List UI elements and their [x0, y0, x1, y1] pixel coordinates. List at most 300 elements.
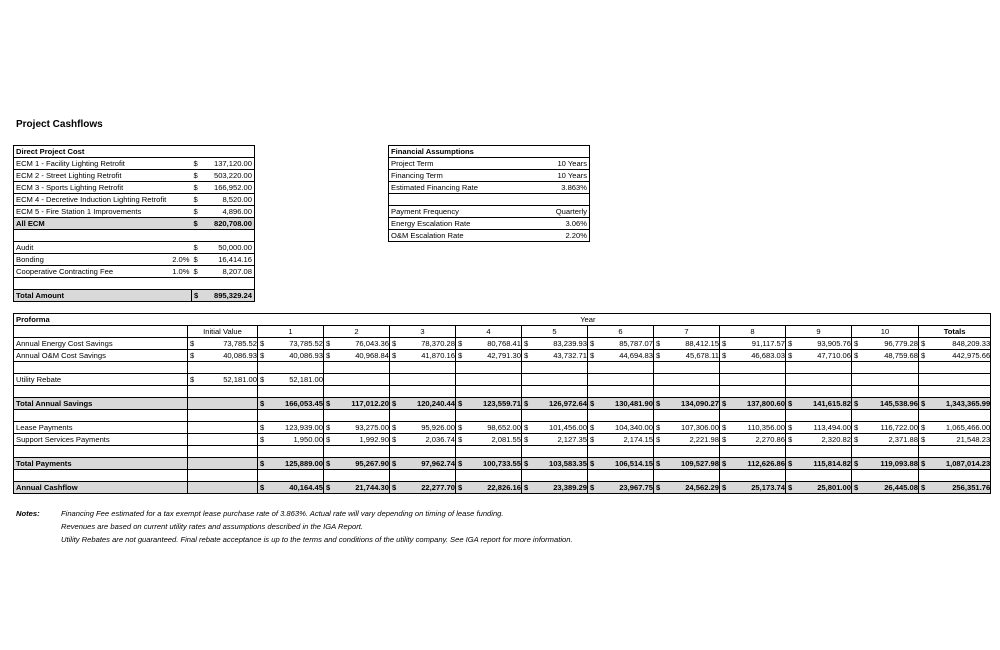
dollar-sign: $: [258, 422, 267, 434]
cell-value: 137,800.60: [729, 398, 786, 410]
dollar-sign: $: [188, 374, 197, 386]
dollar-sign: $: [919, 398, 928, 410]
cell-value: 78,370.28: [399, 338, 456, 350]
cell-value: 2,127.35: [531, 434, 588, 446]
cell-value: 119,093.88: [861, 458, 919, 470]
dollar-sign: $: [192, 254, 204, 266]
spacer-cell: [390, 410, 456, 422]
extra-pct: 2.0%: [170, 254, 192, 266]
empty-cell: [188, 434, 258, 446]
spacer-cell: [258, 362, 324, 374]
dollar-sign: $: [188, 338, 197, 350]
cost-value: 137,120.00: [204, 158, 255, 170]
dollar-sign: $: [720, 398, 729, 410]
proforma-row: [14, 482, 991, 494]
dollar-sign: $: [720, 482, 729, 494]
extra-label: Cooperative Contracting Fee: [14, 266, 170, 278]
dollar-sign: $: [919, 422, 928, 434]
all-ecm-label: All ECM: [14, 218, 170, 230]
cell-value: 116,722.00: [861, 422, 919, 434]
extra-cost-row: [14, 254, 255, 266]
proforma-row: [14, 422, 991, 434]
proforma-title-row: [14, 314, 991, 326]
dollar-sign: $: [324, 482, 333, 494]
empty-cell: [324, 374, 390, 386]
dollar-sign: $: [192, 266, 204, 278]
assumption-value: 10 Years: [530, 158, 590, 170]
spacer-cell: [456, 386, 522, 398]
dollar-sign: $: [324, 458, 333, 470]
cell-value: 125,889.00: [267, 458, 324, 470]
spacer-cell: [258, 386, 324, 398]
dollar-sign: $: [786, 338, 795, 350]
spacer-cell: [852, 362, 919, 374]
dollar-sign: $: [588, 398, 597, 410]
cell-value: 1,087,014.23: [928, 458, 991, 470]
extra-label: Audit: [14, 242, 170, 254]
dollar-sign: $: [720, 434, 729, 446]
dollar-sign: $: [456, 398, 465, 410]
dollar-sign: $: [786, 398, 795, 410]
cell-value: 103,583.35: [531, 458, 588, 470]
dollar-sign: $: [192, 182, 204, 194]
spacer-cell: [188, 410, 258, 422]
cell-value: 83,239.93: [531, 338, 588, 350]
spacer-cell: [852, 410, 919, 422]
header-blank: [14, 326, 188, 338]
cell-value: 22,826.16: [465, 482, 522, 494]
all-ecm-value: 820,708.00: [204, 218, 255, 230]
spacer-cell: [919, 362, 991, 374]
spacer-cell: [720, 362, 786, 374]
spacer-cell: [919, 446, 991, 458]
cost-label: ECM 1 - Facility Lighting Retrofit: [14, 158, 170, 170]
spacer-cell: [720, 410, 786, 422]
cell-value: 126,972.64: [531, 398, 588, 410]
dollar-sign: $: [588, 458, 597, 470]
spacer-cell: [522, 470, 588, 482]
spacer-cell: [919, 386, 991, 398]
empty-cell: [188, 482, 258, 494]
direct-cost-row: [14, 206, 255, 218]
proforma-row: [14, 398, 991, 410]
row-label: Lease Payments: [14, 422, 188, 434]
spacer-cell: [324, 386, 390, 398]
cell-value: 113,494.00: [795, 422, 852, 434]
empty-cell: [720, 374, 786, 386]
cost-label: ECM 4 - Decretive Induction Lighting Retrofit: [14, 194, 170, 206]
spacer-cell: [720, 470, 786, 482]
column-header: 4: [456, 326, 522, 338]
cell-value: 2,174.15: [597, 434, 654, 446]
cell-value: 43,732.71: [531, 350, 588, 362]
dollar-sign: $: [324, 434, 333, 446]
cell-value: 1,343,365.99: [928, 398, 991, 410]
cell-value: 93,275.00: [333, 422, 390, 434]
assumption-label: Payment Frequency: [389, 206, 530, 218]
dollar-sign: $: [390, 422, 399, 434]
dollar-sign: $: [188, 350, 197, 362]
column-header: 5: [522, 326, 588, 338]
cell-value: 80,768.41: [465, 338, 522, 350]
extra-pct: [170, 242, 192, 254]
spacer-row: [14, 410, 991, 422]
proforma-row: [14, 458, 991, 470]
dollar-sign: $: [192, 158, 204, 170]
extra-value: 50,000.00: [204, 242, 255, 254]
spacer-row: [14, 470, 991, 482]
all-ecm-row: [14, 218, 255, 230]
empty-cell: [456, 374, 522, 386]
cell-value: 40,086.93: [267, 350, 324, 362]
dollar-sign: $: [192, 206, 204, 218]
spacer-cell: [14, 386, 188, 398]
assumptions-header-row: [389, 146, 590, 158]
dollar-sign: $: [456, 338, 465, 350]
direct-cost-header-row: [14, 146, 255, 158]
assumption-row: [389, 206, 590, 218]
dollar-sign: $: [390, 350, 399, 362]
cell-value: 2,036.74: [399, 434, 456, 446]
cost-value: 166,952.00: [204, 182, 255, 194]
spacer-row: [389, 194, 590, 206]
row-label: Total Payments: [14, 458, 188, 470]
cell-value: 44,694.83: [597, 350, 654, 362]
dollar-sign: $: [654, 482, 663, 494]
spacer-cell: [852, 470, 919, 482]
dollar-sign: $: [852, 350, 861, 362]
total-amount-value: 895,329.24: [204, 290, 255, 302]
column-header: 6: [588, 326, 654, 338]
dollar-sign: $: [786, 482, 795, 494]
dollar-sign: $: [720, 422, 729, 434]
row-label: Annual Energy Cost Savings: [14, 338, 188, 350]
empty-cell: [654, 374, 720, 386]
row-label: Total Annual Savings: [14, 398, 188, 410]
row-label: Utility Rebate: [14, 374, 188, 386]
extra-label: Bonding: [14, 254, 170, 266]
cost-label: ECM 2 - Street Lighting Retrofit: [14, 170, 170, 182]
empty-cell: [188, 458, 258, 470]
cell-value: 848,209.33: [928, 338, 991, 350]
cost-label: ECM 3 - Sports Lighting Retrofit: [14, 182, 170, 194]
dollar-sign: $: [324, 350, 333, 362]
assumption-value: 3.863%: [530, 182, 590, 194]
empty-cell: [588, 374, 654, 386]
spacer-cell: [522, 386, 588, 398]
cell-value: 47,710.06: [795, 350, 852, 362]
cell-value: 91,117.57: [729, 338, 786, 350]
column-header: 7: [654, 326, 720, 338]
spacer-cell: [786, 362, 852, 374]
spacer-cell: [654, 362, 720, 374]
cell-value: 98,652.00: [465, 422, 522, 434]
row-label: Annual Cashflow: [14, 482, 188, 494]
cell-value: 41,870.16: [399, 350, 456, 362]
empty-cell: [188, 422, 258, 434]
spacer-cell: [588, 362, 654, 374]
dollar-sign: $: [390, 398, 399, 410]
dollar-sign: $: [390, 458, 399, 470]
dollar-sign: $: [852, 422, 861, 434]
cell-value: 40,968.84: [333, 350, 390, 362]
dollar-sign: $: [522, 398, 531, 410]
cell-value: 23,967.75: [597, 482, 654, 494]
cell-value: 2,371.88: [861, 434, 919, 446]
assumption-row: [389, 218, 590, 230]
column-header: Initial Value: [188, 326, 258, 338]
spacer-cell: [258, 410, 324, 422]
proforma-row: [14, 374, 991, 386]
spacer-cell: [324, 410, 390, 422]
cell-value: 442,975.66: [928, 350, 991, 362]
spacer-cell: [852, 446, 919, 458]
spacer-cell: [919, 470, 991, 482]
spacer-cell: [654, 386, 720, 398]
spacer-cell: [188, 470, 258, 482]
cell-value: 2,221.98: [663, 434, 720, 446]
dollar-sign: $: [192, 242, 204, 254]
dollar-sign: $: [258, 398, 267, 410]
spacer-cell: [188, 386, 258, 398]
cell-value: 117,012.20: [333, 398, 390, 410]
dollar-sign: $: [522, 422, 531, 434]
financial-assumptions-table: [388, 145, 590, 242]
assumption-label: Financing Term: [389, 170, 530, 182]
cell-value: 145,538.96: [861, 398, 919, 410]
dollar-sign: $: [324, 422, 333, 434]
dollar-sign: $: [654, 398, 663, 410]
spacer-cell: [522, 362, 588, 374]
dollar-sign: $: [852, 338, 861, 350]
direct-cost-table: [13, 145, 255, 302]
dollar-sign: $: [852, 458, 861, 470]
cost-value: 503,220.00: [204, 170, 255, 182]
dollar-sign: $: [258, 458, 267, 470]
spacer-cell: [852, 386, 919, 398]
cell-value: 42,791.30: [465, 350, 522, 362]
assumption-row: [389, 230, 590, 242]
cell-value: 45,678.11: [663, 350, 720, 362]
spacer-cell: [522, 410, 588, 422]
assumption-value: 2.20%: [565, 231, 587, 240]
spacer-cell: [324, 470, 390, 482]
extra-pct: 1.0%: [170, 266, 192, 278]
cell-value: 52,181.00: [267, 374, 324, 386]
cell-value: 40,164.45: [267, 482, 324, 494]
dollar-sign: $: [258, 350, 267, 362]
dollar-sign: $: [324, 338, 333, 350]
spacer-cell: [324, 362, 390, 374]
spacer-cell: [919, 410, 991, 422]
assumption-label: O&M Escalation Rate: [391, 231, 464, 240]
dollar-sign: $: [654, 422, 663, 434]
dollar-sign: $: [522, 482, 531, 494]
dollar-sign: $: [522, 350, 531, 362]
cell-value: 1,992.90: [333, 434, 390, 446]
dollar-sign: $: [456, 434, 465, 446]
spacer-cell: [390, 446, 456, 458]
spacer-cell: [456, 470, 522, 482]
spacer-cell: [258, 470, 324, 482]
spacer-cell: [588, 410, 654, 422]
dollar-sign: $: [919, 458, 928, 470]
dollar-sign: $: [919, 434, 928, 446]
cell-value: 96,779.28: [861, 338, 919, 350]
spacer-cell: [14, 446, 188, 458]
assumption-value: 10 Years: [530, 170, 590, 182]
cell-value: 22,277.70: [399, 482, 456, 494]
spacer-cell: [588, 446, 654, 458]
note-line: Utility Rebates are not guaranteed. Final rebate acceptance is up to the terms and conditions of the utility company. See IGA report for more information.: [61, 535, 573, 544]
assumption-label: Project Term: [389, 158, 530, 170]
notes-label: Notes:: [16, 509, 40, 518]
column-header: 1: [258, 326, 324, 338]
cell-value: 26,445.08: [861, 482, 919, 494]
spacer-cell: [14, 410, 188, 422]
cell-value: 40,086.93: [197, 350, 258, 362]
dollar-sign: $: [192, 290, 204, 302]
cell-value: 100,733.55: [465, 458, 522, 470]
dollar-sign: $: [588, 422, 597, 434]
cost-value: 8,520.00: [204, 194, 255, 206]
column-header: Totals: [919, 326, 991, 338]
spacer-cell: [654, 410, 720, 422]
extra-value: 8,207.08: [204, 266, 255, 278]
cell-value: 141,615.82: [795, 398, 852, 410]
dollar-sign: $: [654, 458, 663, 470]
empty-cell: [522, 374, 588, 386]
spacer-row: [14, 446, 991, 458]
empty-cell: [919, 374, 991, 386]
dollar-sign: $: [720, 350, 729, 362]
cell-value: 123,939.00: [267, 422, 324, 434]
assumption-row: [389, 182, 590, 194]
spacer-cell: [786, 410, 852, 422]
cell-value: 130,481.90: [597, 398, 654, 410]
dollar-sign: $: [720, 338, 729, 350]
cell-value: 120,240.44: [399, 398, 456, 410]
note-line: Revenues are based on current utility rates and assumptions described in the IGA Report.: [61, 522, 363, 531]
column-header: 8: [720, 326, 786, 338]
dollar-sign: $: [654, 338, 663, 350]
cell-value: 25,801.00: [795, 482, 852, 494]
dollar-sign: $: [456, 458, 465, 470]
dollar-sign: $: [192, 218, 204, 230]
dollar-sign: $: [654, 350, 663, 362]
dollar-sign: $: [852, 434, 861, 446]
column-header: 10: [852, 326, 919, 338]
dollar-sign: $: [786, 350, 795, 362]
cell-value: 115,814.82: [795, 458, 852, 470]
row-label: Support Services Payments: [14, 434, 188, 446]
dollar-sign: $: [919, 338, 928, 350]
extra-value: 16,414.16: [204, 254, 255, 266]
proforma-title: Proforma: [14, 314, 188, 326]
spacer-cell: [654, 470, 720, 482]
cell-value: 93,905.76: [795, 338, 852, 350]
spacer-cell: [188, 362, 258, 374]
cell-value: 110,356.00: [729, 422, 786, 434]
dollar-sign: $: [852, 398, 861, 410]
spacer-cell: [456, 362, 522, 374]
spacer-row: [14, 386, 991, 398]
dollar-sign: $: [786, 422, 795, 434]
dollar-sign: $: [852, 482, 861, 494]
spacer-row: [14, 362, 991, 374]
cell-value: 256,351.76: [928, 482, 991, 494]
direct-cost-row: [14, 182, 255, 194]
extra-cost-row: [14, 266, 255, 278]
dollar-sign: $: [258, 482, 267, 494]
assumption-row: [389, 158, 590, 170]
spacer-cell: [188, 446, 258, 458]
assumption-value: Quarterly: [530, 206, 590, 218]
total-amount-row: [14, 290, 255, 302]
dollar-sign: $: [588, 482, 597, 494]
dollar-sign: $: [324, 398, 333, 410]
cell-value: 134,090.27: [663, 398, 720, 410]
direct-cost-header: Direct Project Cost: [14, 146, 255, 158]
spacer-cell: [588, 470, 654, 482]
note-line: Financing Fee estimated for a tax exempt lease purchase rate of 3.863%. Actual rate will vary depending on timing of lease funding.: [61, 509, 504, 518]
direct-cost-row: [14, 158, 255, 170]
cell-value: 109,527.98: [663, 458, 720, 470]
assumption-row: [389, 170, 590, 182]
cell-value: 166,053.45: [267, 398, 324, 410]
total-amount-label: Total Amount: [14, 290, 170, 302]
cell-value: 2,081.55: [465, 434, 522, 446]
dollar-sign: $: [588, 434, 597, 446]
dollar-sign: $: [919, 482, 928, 494]
dollar-sign: $: [522, 338, 531, 350]
proforma-row: [14, 338, 991, 350]
spacer-row: [14, 230, 255, 242]
cell-value: 76,043.36: [333, 338, 390, 350]
dollar-sign: $: [456, 350, 465, 362]
cell-value: 1,065,466.00: [928, 422, 991, 434]
cell-value: 24,562.29: [663, 482, 720, 494]
spacer-cell: [786, 446, 852, 458]
empty-cell: [390, 374, 456, 386]
page-title: Project Cashflows: [16, 119, 103, 130]
dollar-sign: $: [456, 422, 465, 434]
cell-value: 25,173.74: [729, 482, 786, 494]
cell-value: 2,270.86: [729, 434, 786, 446]
dollar-sign: $: [654, 434, 663, 446]
spacer-cell: [588, 386, 654, 398]
cell-value: 112,626.86: [729, 458, 786, 470]
spacer-cell: [324, 446, 390, 458]
cell-value: 123,559.71: [465, 398, 522, 410]
dollar-sign: $: [919, 350, 928, 362]
dollar-sign: $: [588, 350, 597, 362]
proforma-table: [13, 313, 991, 494]
dollar-sign: $: [258, 374, 267, 386]
cell-value: 85,787.07: [597, 338, 654, 350]
spacer-cell: [786, 470, 852, 482]
cell-value: 104,340.00: [597, 422, 654, 434]
spacer-cell: [654, 446, 720, 458]
dollar-sign: $: [588, 338, 597, 350]
assumptions-header: Financial Assumptions: [389, 146, 590, 158]
dollar-sign: $: [258, 338, 267, 350]
spacer-cell: [522, 446, 588, 458]
cell-value: 95,267.90: [333, 458, 390, 470]
direct-cost-row: [14, 194, 255, 206]
cost-label: ECM 5 - Fire Station 1 Improvements: [14, 206, 170, 218]
cell-value: 1,950.00: [267, 434, 324, 446]
